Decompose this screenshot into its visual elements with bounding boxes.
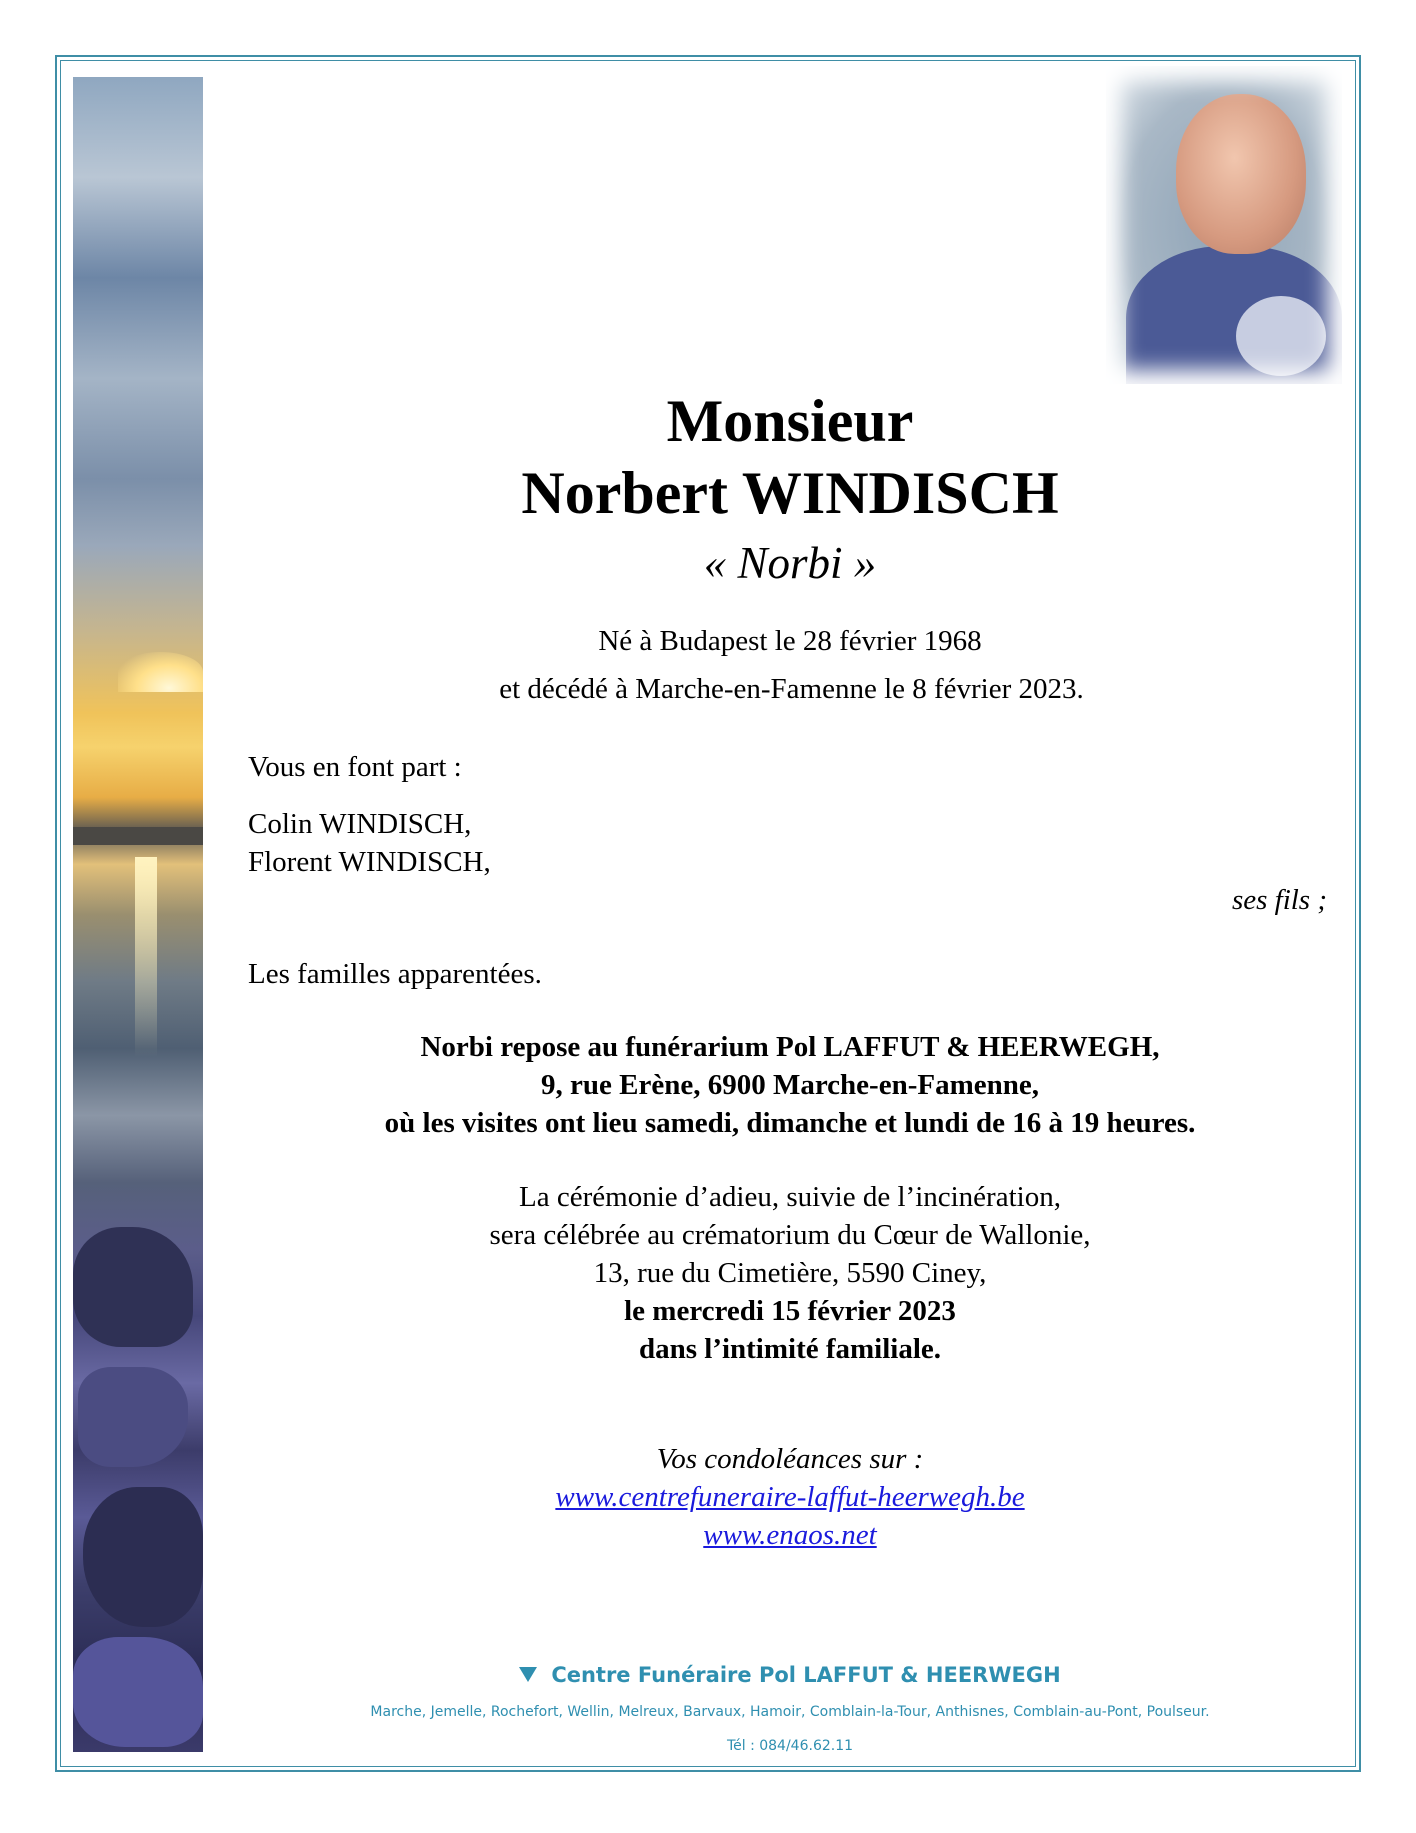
ceremony-note: dans l’intimité familiale. xyxy=(638,1333,942,1365)
footer-locations: Marche, Jemelle, Rochefort, Wellin, Melreux, Barvaux, Hamoir, Comblain-la-Tour, Anthisnes, Comblain-au-Pont, Poulseur. xyxy=(370,1704,1210,1720)
footer-phone: Tél : 084/46.62.11 xyxy=(726,1738,854,1754)
title-honorific: Monsieur xyxy=(666,388,914,454)
ceremony-address: 13, rue du Cimetière, 5590 Ciney, xyxy=(593,1257,987,1289)
rock xyxy=(83,1487,203,1627)
condolences-link-enaos[interactable]: www.enaos.net xyxy=(703,1519,877,1551)
condolences-link-laffut[interactable]: www.centrefuneraire-laffut-heerwegh.be xyxy=(555,1481,1025,1513)
visiting-hours: où les visites ont lieu samedi, dimanche et lundi de 16 à 19 heures. xyxy=(384,1107,1196,1139)
family-member: Colin WINDISCH, xyxy=(248,808,472,840)
shoreline xyxy=(73,827,203,845)
rock xyxy=(73,1637,203,1747)
water-reflection xyxy=(135,857,157,1057)
portrait-vignette xyxy=(1106,66,1342,384)
funerarium-line: Norbi repose au funérarium Pol LAFFUT & HEERWEGH, xyxy=(420,1031,1160,1063)
family-member: Florent WINDISCH, xyxy=(248,846,491,878)
death-line: et décédé à Marche-en-Famenne le 8 février 2023. xyxy=(499,673,1084,705)
related-families: Les familles apparentées. xyxy=(248,958,542,990)
footer-company-name: Centre Funéraire Pol LAFFUT & HEERWEGH xyxy=(551,1663,1061,1687)
triangle-down-icon xyxy=(519,1667,537,1682)
funerarium-address: 9, rue Erène, 6900 Marche-en-Famenne, xyxy=(541,1069,1039,1101)
ceremony-line: La cérémonie d’adieu, suivie de l’incinération, xyxy=(519,1181,1061,1213)
birth-line: Né à Budapest le 28 février 1968 xyxy=(598,625,982,657)
sunset-lake-photo xyxy=(73,77,203,1752)
portrait-photo xyxy=(1106,66,1342,384)
rock xyxy=(73,1227,193,1347)
family-relation: ses fils ; xyxy=(1231,884,1327,916)
sunset-sun xyxy=(118,652,203,692)
ceremony-date: le mercredi 15 février 2023 xyxy=(624,1295,956,1327)
footer-company xyxy=(215,1660,1365,1690)
announce-label: Vous en font part : xyxy=(248,751,462,783)
rock xyxy=(78,1367,188,1467)
condolences-label: Vos condoléances sur : xyxy=(656,1443,924,1475)
deceased-name: Norbert WINDISCH xyxy=(521,460,1059,526)
ceremony-line: sera célébrée au crématorium du Cœur de Wallonie, xyxy=(489,1219,1091,1251)
nickname: « Norbi » xyxy=(703,538,877,588)
